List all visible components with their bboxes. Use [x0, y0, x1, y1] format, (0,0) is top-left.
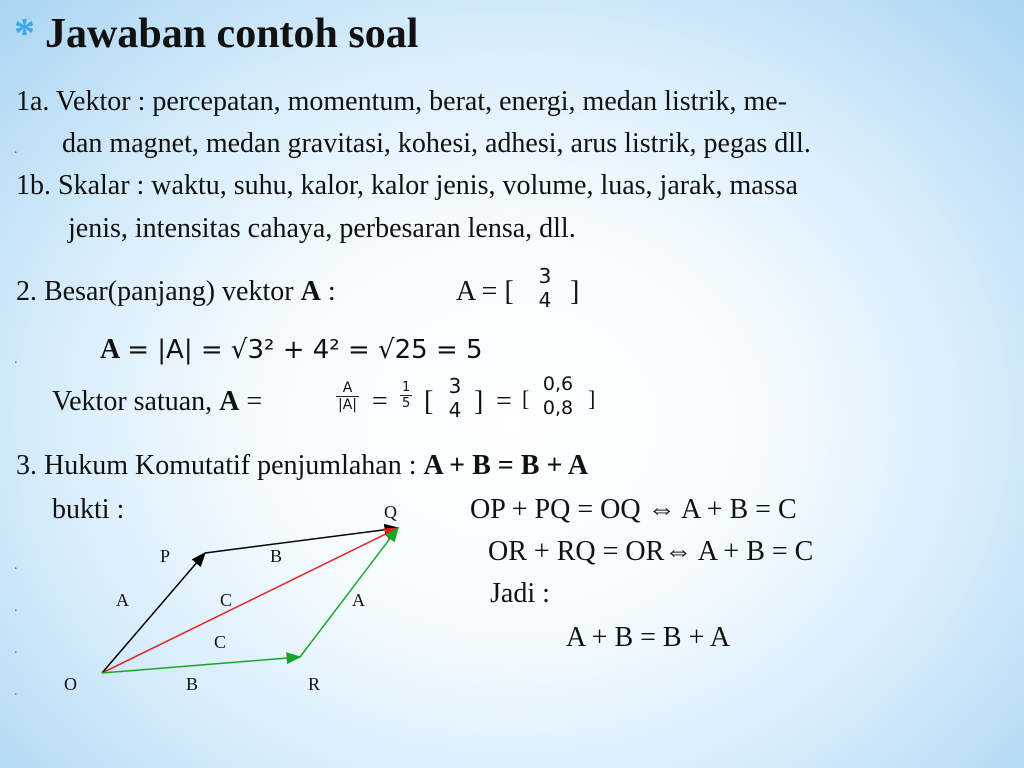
- vector-B-bottom-label: B: [186, 674, 199, 694]
- title-bullet: *: [14, 11, 35, 57]
- dot-marker: .: [14, 600, 18, 615]
- answer-1b-line2: jenis, intensitas cahaya, perbesaran lensa, dll.: [68, 213, 576, 244]
- answer-2-colon: :: [327, 276, 336, 307]
- bracket-close-2: ]: [588, 386, 596, 411]
- vector-B-top-label: B: [270, 546, 283, 566]
- proof-eq-or: OR + RQ = OR⇔ A + B = C: [488, 536, 814, 567]
- point-O-label: O: [64, 674, 77, 694]
- bracket-open: [: [424, 386, 434, 417]
- vector-A-eq: A = [: [456, 276, 514, 307]
- answer-1a-line2: dan magnet, medan gravitasi, kohesi, adhesi, arus listrik, pegas dll.: [62, 128, 811, 159]
- unit-vector-y: 0,8: [542, 397, 574, 419]
- vector-A-y: 4: [538, 288, 552, 312]
- answer-2-vector-bold: A: [300, 276, 321, 307]
- vector-OR-arrow: [102, 657, 300, 673]
- fraction-denominator: 5: [402, 396, 411, 411]
- conclusion: A + B = B + A: [566, 622, 731, 653]
- answer-1a-line1: 1a. Vektor : percepatan, momentum, berat, energi, medan listrik, me-: [16, 86, 788, 117]
- vector-C-mid-label: C: [220, 590, 233, 610]
- magnitude-expression: = |A| = √3² + 4² = √25 = 5: [127, 335, 483, 365]
- vector-RQ-arrow: [300, 528, 398, 657]
- proof-label: bukti :: [52, 494, 125, 525]
- point-P-label: P: [160, 546, 171, 566]
- unit-vector-label: Vektor satuan,: [52, 386, 213, 417]
- answer-2-prefix: 2. Besar(panjang) vektor: [16, 276, 294, 307]
- point-R-label: R: [308, 674, 321, 694]
- vector-A-x: 3: [538, 264, 552, 288]
- unit-vector-x: 0,6: [542, 373, 574, 395]
- jadi-label: Jadi :: [490, 578, 550, 609]
- unit-eq-2: =: [372, 386, 388, 417]
- answer-3-formula: A + B = B + A: [423, 450, 589, 481]
- fraction-numerator: 1: [402, 380, 411, 395]
- vector-x: 3: [448, 374, 462, 398]
- unit-vector-bold: A: [219, 386, 240, 417]
- proof-eq-op: OP + PQ = OQ ⇔ A + B = C: [470, 494, 797, 525]
- fraction-numerator: A: [336, 380, 359, 397]
- bracket-close: ]: [474, 386, 484, 417]
- unit-eq-3: =: [496, 386, 512, 417]
- fraction-denominator: |A|: [338, 397, 358, 413]
- vector-C-low-label: C: [214, 632, 227, 652]
- dot-marker: .: [14, 558, 18, 573]
- bracket-open-2: [: [522, 386, 530, 411]
- magnitude-bold: A: [100, 334, 121, 365]
- dot-marker: .: [14, 352, 18, 367]
- answer-1b-line1: 1b. Skalar : waktu, suhu, kalor, kalor jenis, volume, luas, jarak, massa: [16, 170, 798, 201]
- point-Q-label: Q: [384, 502, 397, 522]
- vector-A-left-label: A: [116, 590, 129, 610]
- vector-A-close: ]: [570, 276, 580, 307]
- unit-vector-eq: =: [246, 386, 263, 417]
- answer-3-text: 3. Hukum Komutatif penjumlahan :: [16, 450, 417, 481]
- dot-marker: .: [14, 142, 18, 157]
- dot-marker: .: [14, 684, 18, 699]
- vector-y: 4: [448, 398, 462, 422]
- vector-A-right-label: A: [352, 590, 365, 610]
- dot-marker: .: [14, 642, 18, 657]
- vector-OP-arrow: [102, 553, 205, 673]
- title-text: Jawaban contoh soal: [45, 11, 419, 57]
- vector-PQ-arrow: [205, 528, 398, 553]
